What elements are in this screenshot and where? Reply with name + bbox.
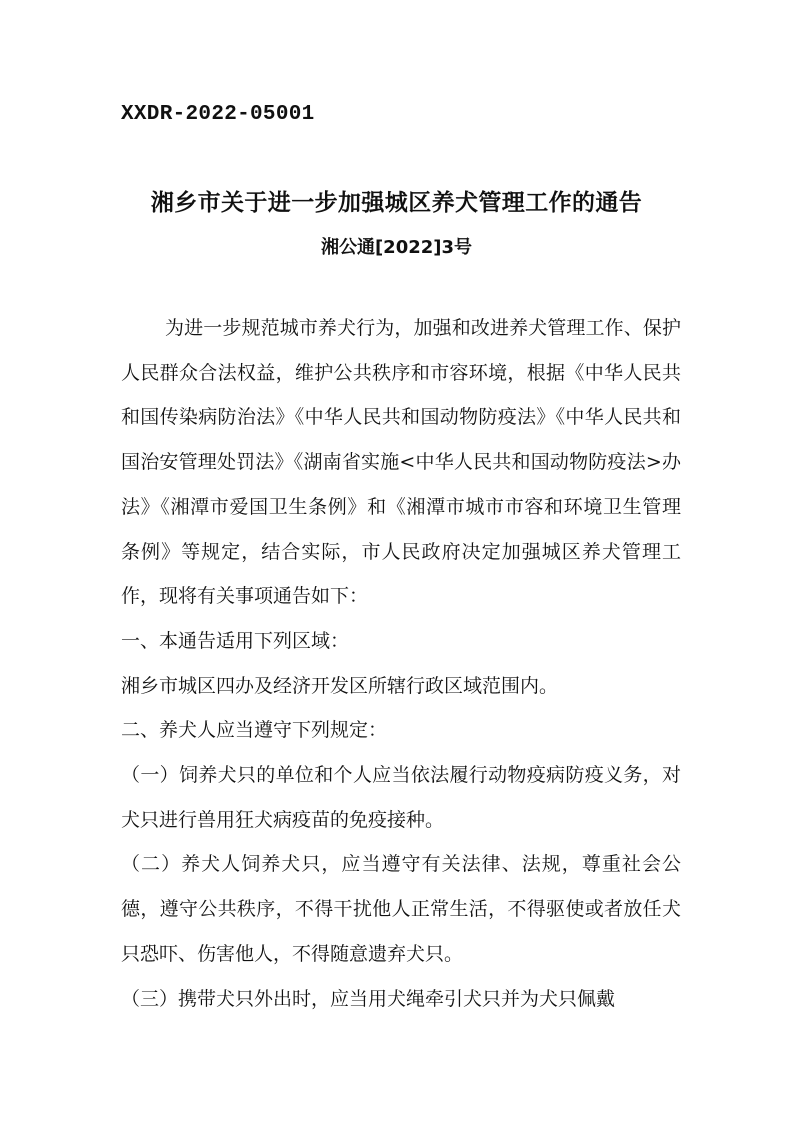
document-code: XXDR-2022-05001 [121, 103, 315, 126]
intro-paragraph: 为进一步规范城市养犬行为，加强和改进养犬管理工作、保护人民群众合法权益，维护公共秩序和市容环境，根据《中华人民共和国传染病防治法》《中华人民共和国动物防疫法》《中华人民共和国治安管理处罚法》《湖南省实施<中华人民共和国动物防疫法>办法》《湘潭市爱国卫生条例》和《湘潭市城市市容和环境卫生管理条例》等规定，结合实际，市人民政府决定加强城区养犬管理工作，现将有关事项通告如下： [121, 317, 681, 608]
document-title: 湘乡市关于进一步加强城区养犬管理工作的通告 [150, 190, 643, 216]
section-1-content: 湘乡市城区四办及经济开发区所辖行政区域范围内。 [121, 674, 559, 697]
section-heading-1: 一、本通告适用下列区域： [121, 629, 350, 652]
rule-item-3: （三）携带犬只外出时，应当用犬绳牵引犬只并为犬只佩戴 [121, 987, 616, 1010]
rule-item-1: （一）饲养犬只的单位和个人应当依法履行动物疫病防疫义务，对犬只进行兽用狂犬病疫苗的免疫接种。 [121, 764, 681, 831]
section-heading-2: 二、养犬人应当遵守下列规定： [121, 719, 388, 742]
document-body [121, 306, 681, 1021]
rule-item-2: （二）养犬人饲养犬只，应当遵守有关法律、法规，尊重社会公德，遵守公共秩序，不得干扰他人正常生活，不得驱使或者放任犬只恐吓、伤害他人，不得随意遗弃犬只。 [121, 853, 681, 965]
document-number: 湘公通[2022]3号 [320, 237, 473, 258]
